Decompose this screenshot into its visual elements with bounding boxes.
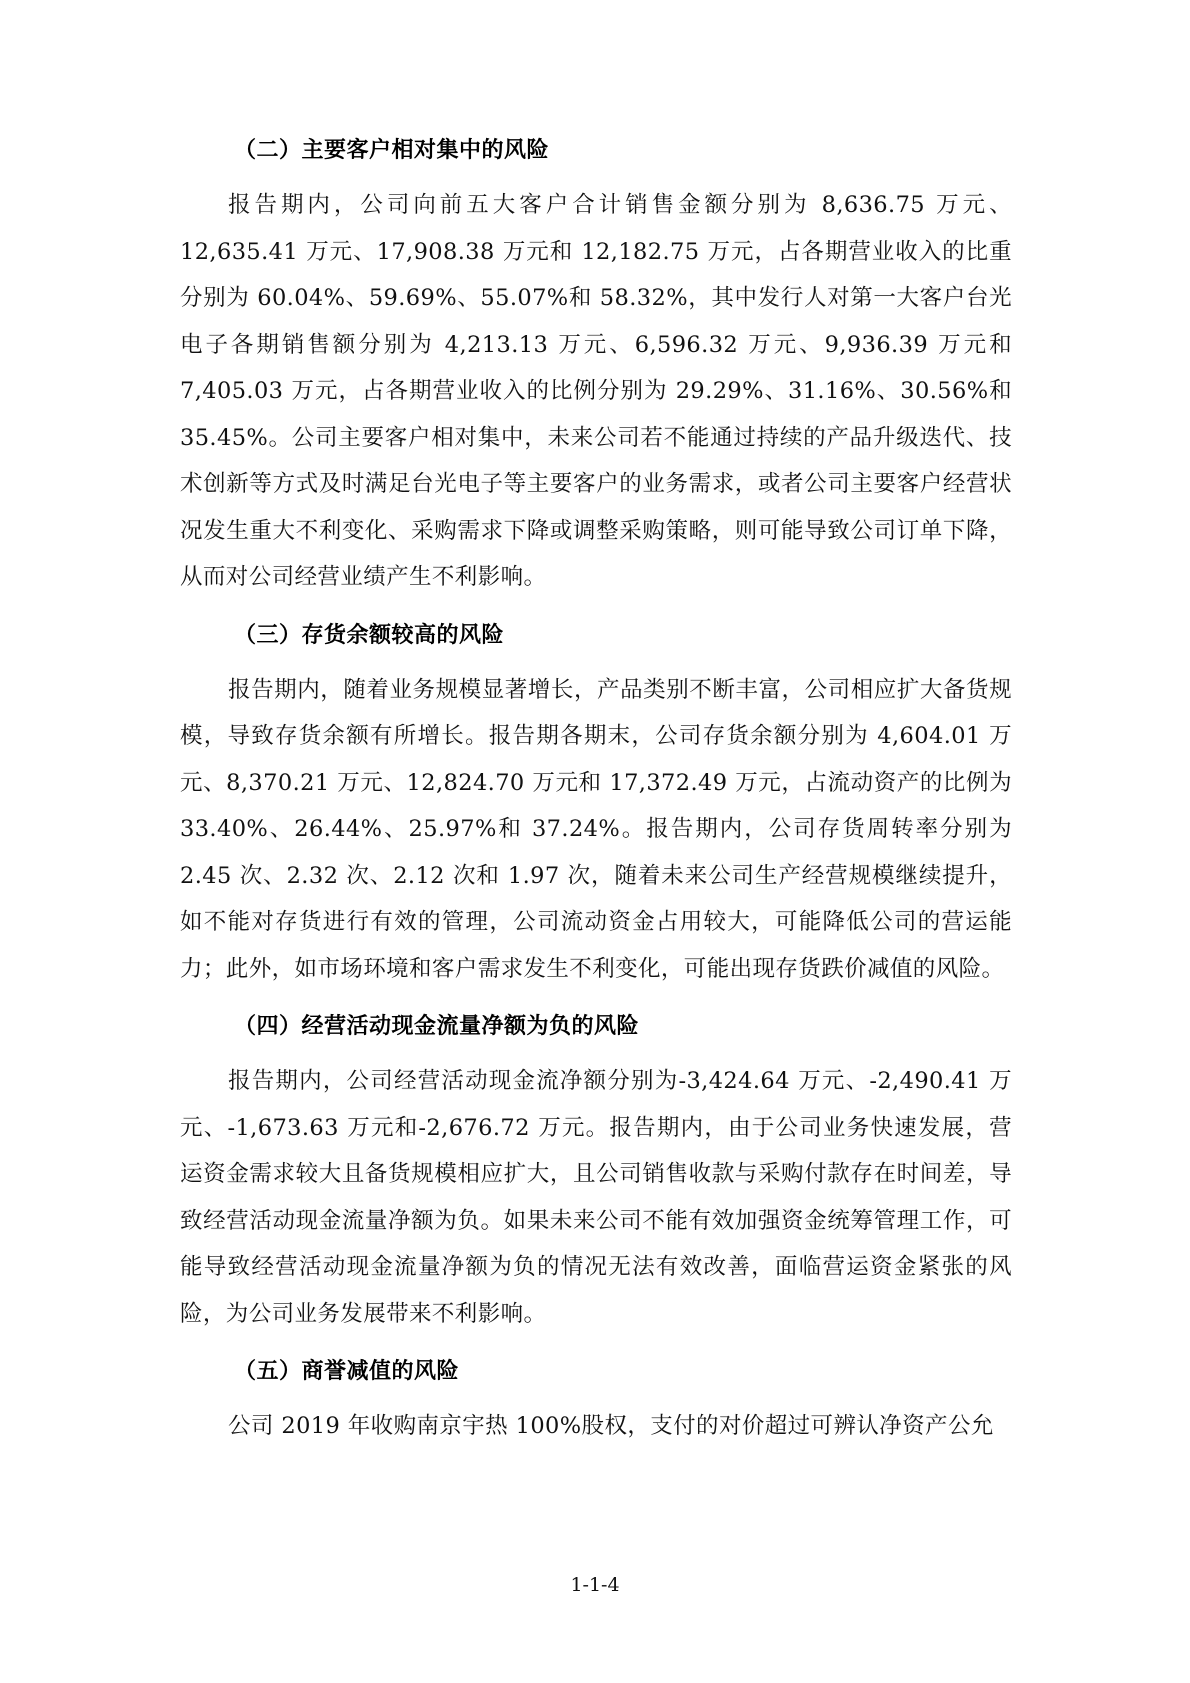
page-content [180,136,1012,1450]
section-heading-customer-concentration: （二）主要客户相对集中的风险 [234,138,550,163]
section-body-inventory: 报告期内，随着业务规模显著增长，产品类别不断丰富，公司相应扩大备货规模，导致存货余额有所增长。报告期各期末，公司存货余额分别为 4,604.01 万元、8,370.21 万元、12,824.70 万元和 17,372.49 万元，占流动资产的比例为 33.40%、26.44%、25.97%和 37.24%。报告期内，公司存货周转率分别为 2.45 次、2.32 次、2.12 次和 1.97 次，随着未来公司生产经营规模继续提升，如不能对存货进行有效的管理，公司流动资金占用较大，可能降低公司的营运能力；此外，如市场环境和客户需求发生不利变化，可能出现存货跌价减值的风险。 [180,676,1012,982]
section-body-operating-cash-flow: 报告期内，公司经营活动现金流净额分别为-3,424.64 万元、-2,490.41 万元、-1,673.63 万元和-2,676.72 万元。报告期内，由于公司业务快速发展，营运资金需求较大且备货规模相应扩大，且公司销售收款与采购付款存在时间差，导致经营活动现金流量净额为负。如果未来公司不能有效加强资金统筹管理工作，可能导致经营活动现金流量净额为负的情况无法有效改善，面临营运资金紧张的风险，为公司业务发展带来不利影响。 [180,1068,1012,1327]
section-heading-inventory: （三）存货余额较高的风险 [234,622,505,648]
section-heading-goodwill: （五）商誉减值的风险 [234,1359,460,1384]
section-body-customer-concentration: 报告期内，公司向前五大客户合计销售金额分别为 8,636.75 万元、12,635.41 万元、17,908.38 万元和 12,182.75 万元，占各期营业收入的比重分别为 60.04%、59.69%、55.07%和 58.32%，其中发行人对第一大客户台光电子各期销售额分别为 4,213.13 万元、6,596.32 万元、9,936.39 万元和 7,405.03 万元，占各期营业收入的比例分别为 29.29%、31.16%、30.56%和 35.45%。公司主要客户相对集中，未来公司若不能通过持续的产品升级迭代、技术创新等方式及时满足台光电子等主要客户的业务需求，或者公司主要客户经营状况发生重大不利变化、采购需求下降或调整采购策略，则可能导致公司订单下降，从而对公司经营业绩产生不利影响。 [180,192,1012,590]
section-body-goodwill: 公司 2019 年收购南京宇热 100%股权，支付的对价超过可辨认净资产公允 [228,1413,994,1439]
section-heading-operating-cash-flow: （四）经营活动现金流量净额为负的风险 [234,1014,640,1039]
page-number: 1-1-4 [570,1574,620,1596]
